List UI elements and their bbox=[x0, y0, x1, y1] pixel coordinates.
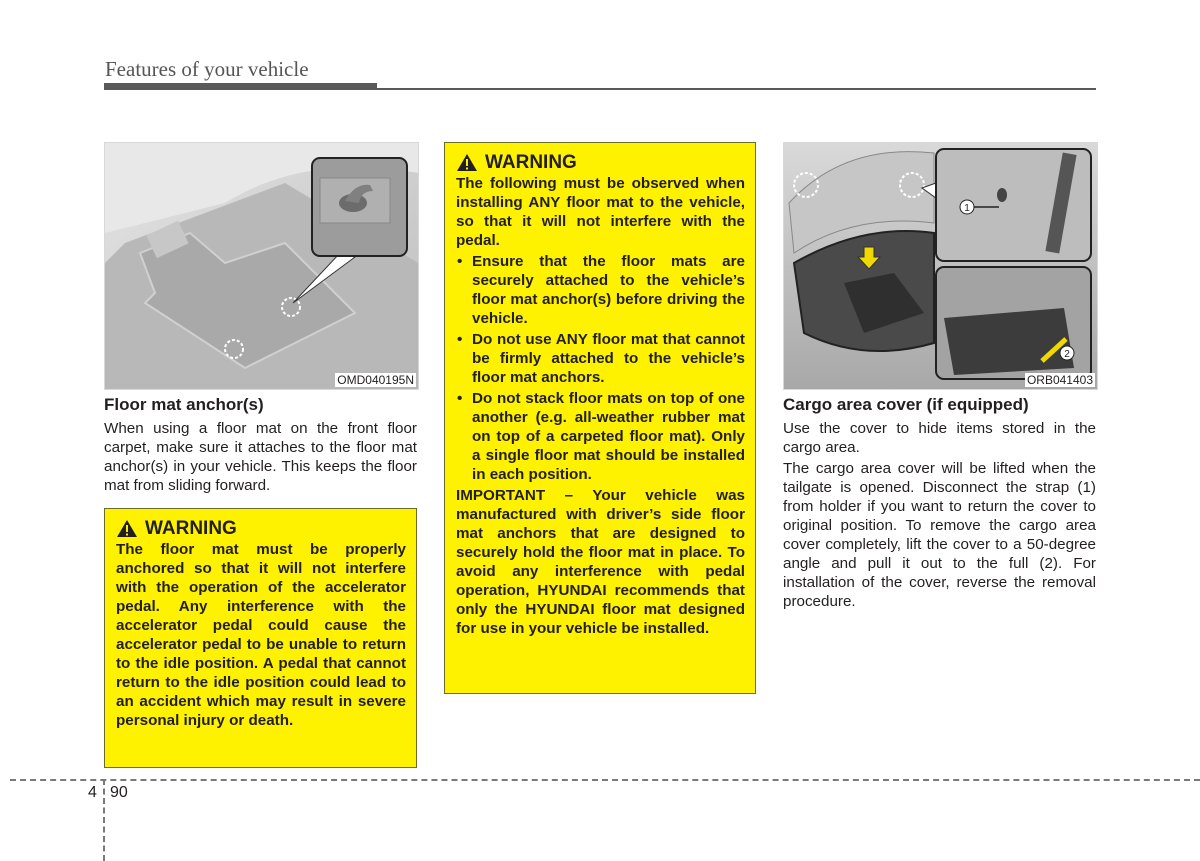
cargo-cover-illustration bbox=[784, 143, 1097, 389]
footer-divider bbox=[10, 779, 1200, 781]
callout-2: 2 bbox=[1064, 349, 1070, 360]
floor-mat-illustration bbox=[105, 143, 418, 389]
figure-code: ORB041403 bbox=[1026, 373, 1093, 387]
cargo-cover-paragraph: Use the cover to hide items stored in the cargo area. bbox=[783, 420, 1096, 456]
header-rule bbox=[377, 88, 1096, 90]
cargo-cover-paragraph: The cargo area cover will be lifted when the tailgate is opened. Disconnect the strap (1) from holder if you want to return the cover to original position. To remove the cargo area cover completely, lift the cover to a 50-degree angle and pull it out to the full (2). For installation of the cover, reverse the removal procedure. bbox=[783, 460, 1096, 610]
warning-bullet: • Do not stack floor mats on top of one another (e.g. all-weather rubber mat on top of a carpeted floor mat). Only a single floor mat should be installed in each position. bbox=[456, 389, 745, 484]
floor-mat-anchor-figure bbox=[104, 142, 419, 390]
footer-vertical-divider bbox=[103, 779, 105, 861]
warning-bullet: • Ensure that the floor mats are securely attached to the vehicle’s floor mat anchor(s) before driving the vehicle. bbox=[456, 252, 745, 328]
warning-intro: The following must be observed when installing ANY floor mat to the vehicle, so that it will not interfere with the pedal. bbox=[456, 175, 745, 249]
page-number: 90 bbox=[110, 784, 128, 801]
warning-label: WARNING bbox=[145, 518, 237, 539]
warning-text: The floor mat must be properly anchored so that it will not interfere with the operation of the accelerator pedal. Any interference with the accelerator pedal could cause the accelerator pedal to be unable to return to the idle position. A pedal that cannot return to the idle position could lead to an accident which may result in severe personal injury or death. bbox=[116, 541, 406, 729]
warning-heading bbox=[456, 153, 745, 172]
warning-triangle-icon bbox=[456, 153, 478, 172]
floor-mat-warning-box bbox=[104, 508, 417, 768]
warning-heading bbox=[116, 519, 406, 538]
floor-mat-installation-warning-box bbox=[444, 142, 756, 694]
header-title: Features of your vehicle bbox=[105, 57, 309, 81]
callout-1: 1 bbox=[964, 203, 970, 214]
figure-code: OMD040195N bbox=[337, 373, 414, 387]
warning-label: WARNING bbox=[485, 152, 577, 173]
warning-bullet-list bbox=[456, 252, 745, 484]
floor-mat-anchor-body bbox=[104, 419, 417, 497]
cargo-area-cover-body bbox=[783, 419, 1096, 613]
floor-mat-anchor-title: Floor mat anchor(s) bbox=[104, 395, 264, 414]
cargo-area-cover-figure bbox=[783, 142, 1098, 390]
warning-triangle-icon bbox=[116, 519, 138, 538]
chapter-number: 4 bbox=[88, 784, 97, 801]
floor-mat-anchor-paragraph: When using a floor mat on the front floor carpet, make sure it attaches to the floor mat anchor(s) in your vehicle. This keeps the floor mat from sliding forward. bbox=[104, 420, 417, 494]
warning-bullet: • Do not use ANY floor mat that cannot be firmly attached to the vehicle’s floor mat anchors. bbox=[456, 330, 745, 387]
header-bar bbox=[104, 83, 377, 90]
cargo-area-cover-title: Cargo area cover (if equipped) bbox=[783, 395, 1029, 414]
warning-important-note: IMPORTANT – Your vehicle was manufactured with driver’s side floor mat anchors that are designed to securely hold the floor mat in place. To avoid any interference with pedal operation, HYUNDAI recommends that only the HYUNDAI floor mat designed for use in your vehicle be installed. bbox=[456, 487, 745, 637]
